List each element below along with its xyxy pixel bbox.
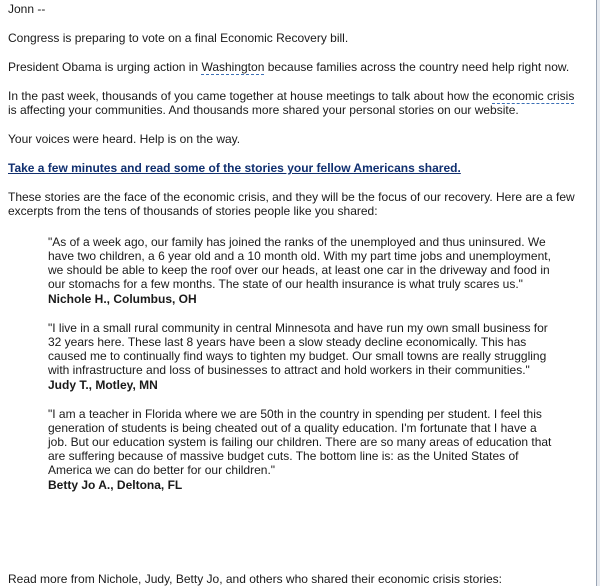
washington-smart-tag[interactable]: Washington [201,60,265,74]
email-content [8,2,586,507]
read-stories-link[interactable]: Take a few minutes and read some of the stories your fellow Americans shared. [8,161,461,175]
story-author: Nichole H., Columbus, OH [48,292,197,306]
economic-crisis-smart-tag[interactable]: economic crisis [492,89,575,103]
stories-intro: These stories are the face of the economic crisis, and they will be the focus of our recovery. Here are a few excerpts from the tens of thousands of stories people like you shared: [8,190,575,218]
paragraph-voices: Your voices were heard. Help is on the way. [8,132,241,146]
greeting: Jonn -- [8,2,46,16]
story-quote: "I am a teacher in Florida where we are 50th in the country in spending per student. I feel this generation of students is being cheated out of a quality education. I'm fortunate that I have a job. But our education system is failing our children. There are so many areas of education that are suffering because of massive budget cuts. The bottom line is: as the United States of America we can do better for our children." [48,407,552,477]
paragraph-meetings-start: In the past week, thousands of you came together at house meetings to talk about how the [8,89,493,103]
story-quote: "As of a week ago, our family has joined the ranks of the unemployed and thus uninsured. We have two children, a 6 year old and a 10 month old. With my part time jobs and unemployment, we should be able to keep the roof over our heads, at least one car in the driveway and food in our stomachs for a few months. The state of our health insurance is what truly scares us." [48,235,551,291]
paragraph-obama [8,60,586,74]
story-author: Judy T., Motley, MN [48,378,158,392]
story-quote: "I live in a small rural community in central Minnesota and have run my own small business for 32 years here. These last 8 years have been a slow steady decline economically. This has caused me to continually find ways to tighten my budget. Our small towns are really struggling with infrastructure and loss of businesses to attract and hold workers in their communities." [48,321,548,377]
stories-list [48,235,558,492]
cta-paragraph [8,161,586,175]
paragraph-meetings-end: is affecting your communities. And thousands more shared your personal stories on our website. [8,103,519,117]
read-more-footer: Read more from Nichole, Judy, Betty Jo, and others who shared their economic crisis stories: [8,572,502,586]
paragraph-congress: Congress is preparing to vote on a final Economic Recovery bill. [8,31,349,45]
paragraph-meetings [8,89,586,117]
paragraph-obama-start: President Obama is urging action in [8,60,202,74]
story-author: Betty Jo A., Deltona, FL [48,478,183,492]
paragraph-obama-end: because families across the country need help right now. [264,60,570,74]
